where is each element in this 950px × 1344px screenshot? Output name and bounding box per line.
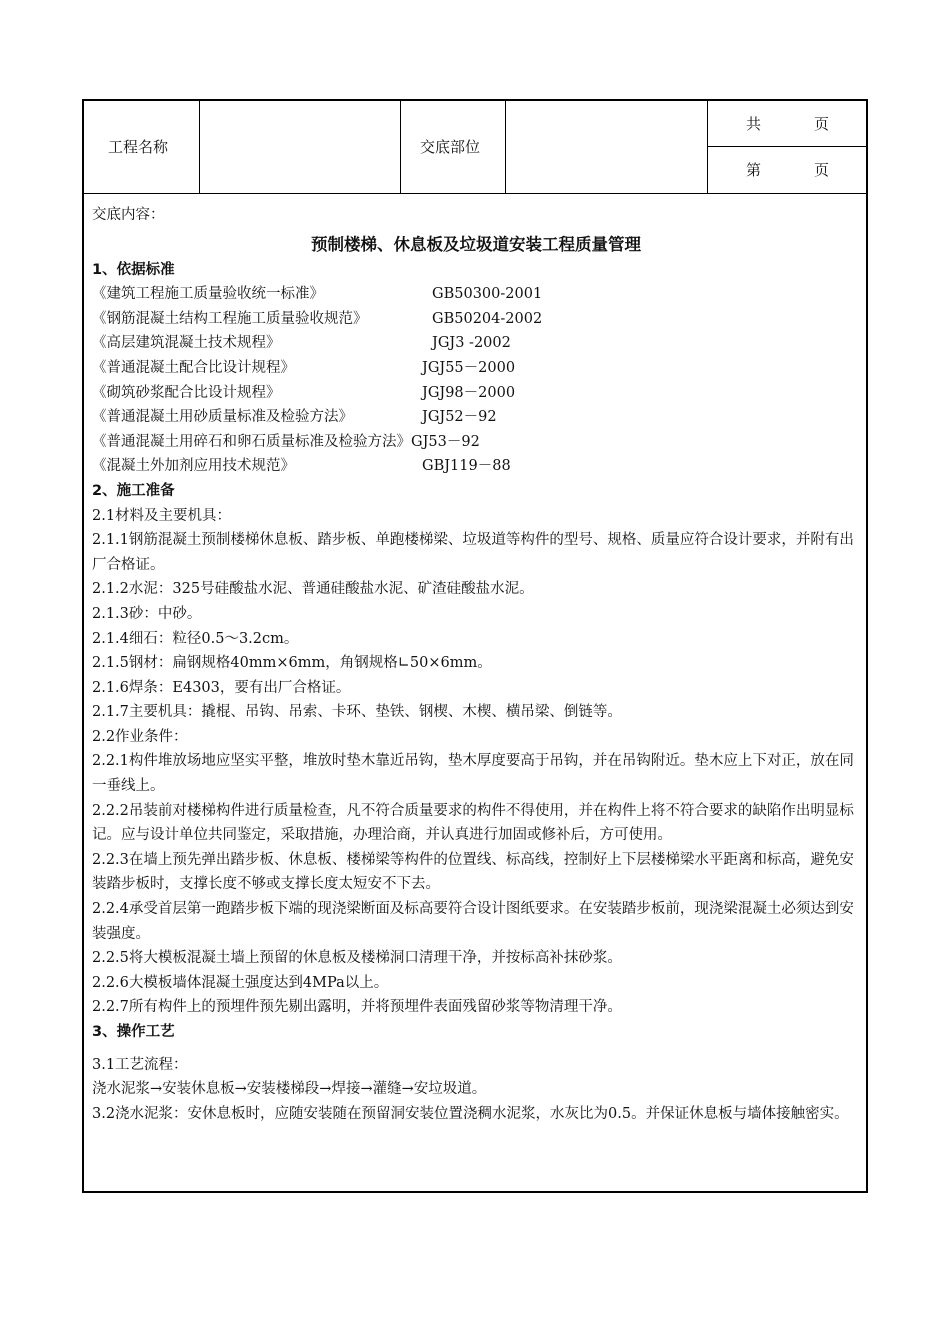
paragraph: 2.1.1钢筋混凝土预制楼梯休息板、踏步板、单跑楼梯梁、垃圾道等构件的型号、规格、质量应符合设计要求，并附有出厂合格证。 [92, 532, 854, 573]
standard-code: GJ53－92 [411, 433, 480, 450]
paragraph: 2.2.3在墙上预先弹出踏步板、休息板、楼梯梁等构件的位置线、标高线，控制好上下层楼梯梁水平距离和标高，避免安装踏步板时，支撑长度不够或支撑长度太短安不下去。 [92, 851, 854, 893]
standards-list [92, 282, 860, 479]
standard-item [92, 454, 860, 479]
form-header [84, 101, 866, 194]
paragraph: 2.2.2吊装前对楼梯构件进行质量检查，凡不符合质量要求的构件不得使用，并在构件上将不符合要求的缺陷作出明显标记。应与设计单位共同鉴定，采取措施，办理洽商，并认真进行加固或修补后，方可使用。 [92, 802, 854, 844]
section-heading: 1、依据标准 [92, 261, 175, 278]
standard-name: 《混凝土外加剂应用技术规范》 [92, 458, 295, 475]
standard-item [92, 405, 860, 430]
paragraph: 2.1.7主要机具：撬棍、吊钩、吊索、卡环、垫铁、钢楔、木楔、横吊梁、倒链等。 [92, 704, 622, 721]
standard-name: 《普通混凝土配合比设计规程》 [92, 359, 295, 376]
standard-name: 《建筑工程施工质量验收统一标准》 [92, 286, 324, 303]
divider [707, 101, 708, 193]
divider [707, 146, 866, 147]
standard-code: JGJ52－92 [422, 409, 497, 426]
document-title: 预制楼梯、休息板及垃圾道安装工程质量管理 [311, 234, 641, 254]
page-number-label: 第 [746, 161, 762, 179]
paragraph: 2.2.7所有构件上的预埋件预先剔出露明，并将预埋件表面残留砂浆等物清理干净。 [92, 999, 622, 1016]
content-body [92, 203, 860, 1126]
paragraph: 2.2.5将大模板混凝土墙上预留的休息板及楼梯洞口清理干净，并按标高补抹砂浆。 [92, 950, 622, 967]
standard-item [92, 331, 860, 356]
standard-item [92, 356, 860, 381]
standard-name: 《钢筋混凝土结构工程施工质量验收规范》 [92, 310, 368, 327]
process-list [92, 1053, 860, 1127]
standard-name: 《高层建筑混凝土技术规程》 [92, 335, 281, 352]
paragraph: 2.2.1构件堆放场地应坚实平整，堆放时垫木靠近吊钩，垫木厚度要高于吊钩，并在吊钩附近。垫木应上下对正，放在同一垂线上。 [92, 753, 854, 795]
divider [505, 101, 506, 193]
standard-item [92, 381, 860, 406]
paragraph: 2.1材料及主要机具： [92, 507, 232, 524]
paragraph: 2.1.6焊条：E4303，要有出厂合格证。 [92, 679, 351, 696]
standard-name: 《普通混凝土用砂质量标准及检验方法》 [92, 409, 353, 426]
paragraph: 2.2作业条件： [92, 728, 188, 745]
paragraph: 2.1.3砂：中砂。 [92, 605, 202, 622]
total-pages-unit: 页 [814, 115, 830, 133]
standard-code: GB50204-2002 [432, 310, 543, 327]
standard-code: JGJ55－2000 [422, 359, 516, 376]
paragraph: 2.1.4细石：粒径0.5～3.2cm。 [92, 630, 299, 647]
divider [199, 101, 200, 193]
paragraph: 2.1.2水泥：325号硅酸盐水泥、普通硅酸盐水泥、矿渣硅酸盐水泥。 [92, 581, 534, 598]
preparation-list [92, 504, 860, 1020]
standard-code: JGJ3 -2002 [432, 335, 511, 352]
standard-item [92, 307, 860, 332]
paragraph: 2.1.5钢材：扁钢规格40mm×6mm，角钢规格∟50×6mm。 [92, 655, 492, 672]
paragraph: 2.2.6大模板墙体混凝土强度达到4MPa以上。 [92, 974, 389, 991]
total-pages-label: 共 [746, 115, 762, 133]
part-label: 交底部位 [420, 138, 481, 156]
paragraph: 2.2.4承受首层第一跑踏步板下端的现浇梁断面及标高要符合设计图纸要求。在安装踏步板前，现浇梁混凝土必须达到安装强度。 [92, 901, 854, 942]
standard-item [92, 282, 860, 307]
standard-code: GB50300-2001 [432, 286, 543, 303]
divider [400, 101, 401, 193]
standard-code: GBJ119－88 [422, 458, 511, 475]
project-name-label: 工程名称 [108, 138, 169, 156]
page-number-unit: 页 [814, 161, 830, 179]
disclosure-form [82, 99, 868, 1193]
paragraph: 浇水泥浆→安装休息板→安装楼梯段→焊接→灌缝→安垃圾道。 [92, 1081, 487, 1098]
standard-code: JGJ98－2000 [422, 384, 516, 401]
content-label: 交底内容： [92, 207, 165, 223]
standard-name: 《普通混凝土用碎石和卵石质量标准及检验方法》 [92, 433, 411, 450]
section-heading: 3、操作工艺 [92, 1024, 175, 1040]
standard-item [92, 430, 860, 455]
standard-name: 《砌筑砂浆配合比设计规程》 [92, 384, 281, 401]
paragraph: 3.2浇水泥浆：安休息板时，应随安装随在预留洞安装位置浇稠水泥浆，水灰比为0.5。并保证休息板与墙体接触密实。 [92, 1105, 849, 1122]
paragraph: 3.1工艺流程： [92, 1056, 188, 1073]
section-heading: 2、施工准备 [92, 482, 175, 499]
